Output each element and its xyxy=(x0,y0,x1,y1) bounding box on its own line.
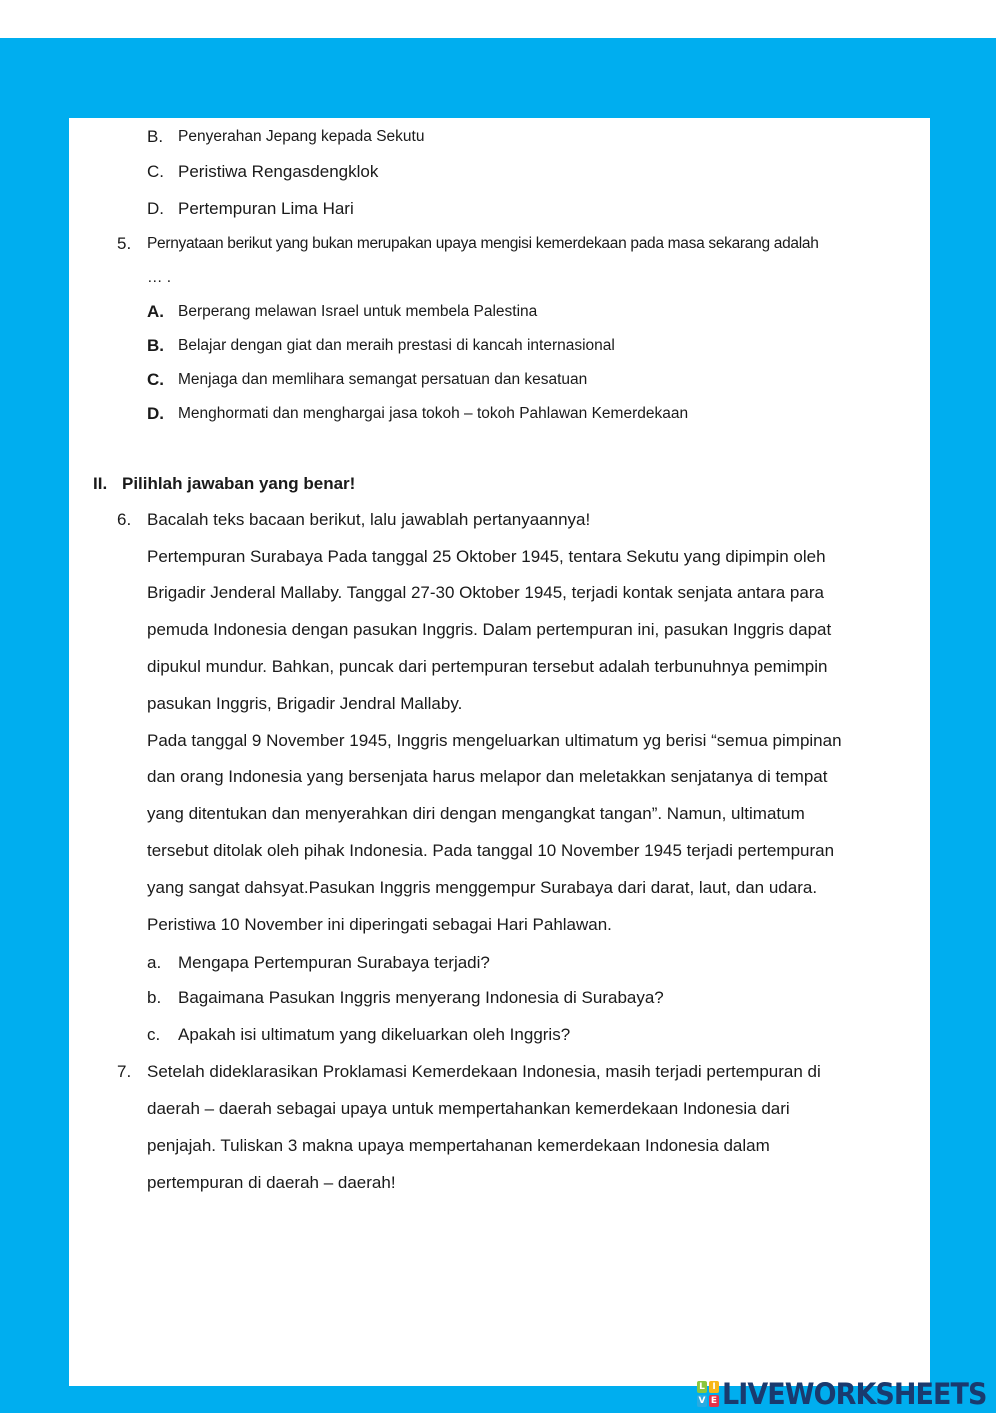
q5-option-letter: C. xyxy=(147,370,164,389)
q4-option-letter: D. xyxy=(147,199,164,218)
passage-line: dan orang Indonesia yang bersenjata harus melapor dan meletakkan senjatanya di tempat xyxy=(147,767,828,786)
passage-line: Peristiwa 10 November ini diperingati sebagai Hari Pahlawan. xyxy=(147,915,612,934)
q7-line: pertempuran di daerah – daerah! xyxy=(147,1173,396,1192)
q5-option-text: Menghormati dan menghargai jasa tokoh – tokoh Pahlawan Kemerdekaan xyxy=(178,405,689,422)
passage-line: pemuda Indonesia dengan pasukan Inggris. Dalam pertempuran ini, pasukan Inggris dapat xyxy=(147,620,832,639)
sub-question-letter: b. xyxy=(147,988,162,1007)
live-badge-icon xyxy=(697,1381,719,1407)
sub-question-text: Mengapa Pertempuran Surabaya terjadi? xyxy=(178,953,490,972)
q7-line: Setelah dideklarasikan Proklamasi Kemerdekaan Indonesia, masih terjadi pertempuran di xyxy=(147,1062,821,1081)
q5-question-ellipsis: … . xyxy=(147,269,172,286)
q4-option-letter: C. xyxy=(147,162,164,181)
q5-option-letter: B. xyxy=(147,336,164,355)
q4-option-text: Penyerahan Jepang kepada Sekutu xyxy=(178,128,425,145)
q5-option-text: Berperang melawan Israel untuk membela Palestina xyxy=(178,303,538,320)
passage-line: Pertempuran Surabaya Pada tanggal 25 Oktober 1945, tentara Sekutu yang dipimpin oleh xyxy=(147,547,826,566)
badge-letter-v: V xyxy=(698,1396,706,1406)
q6-number: 6. xyxy=(117,510,132,529)
passage-line: yang ditentukan dan menyerahkan diri dengan mengangkat tangan”. Namun, ultimatum xyxy=(147,804,805,823)
q6-instruction: Bacalah teks bacaan berikut, lalu jawablah pertanyaannya! xyxy=(147,510,591,529)
badge-letter-l: L xyxy=(697,1381,707,1393)
q4-option-text: Peristiwa Rengasdengklok xyxy=(178,162,379,181)
q7-number: 7. xyxy=(117,1062,132,1081)
logo-wordmark: LIVEWORKSHEETS xyxy=(722,1377,987,1411)
sub-question-text: Apakah isi ultimatum yang dikeluarkan oleh Inggris? xyxy=(178,1025,571,1044)
q5-option-letter: A. xyxy=(147,302,164,321)
sub-question-text: Bagaimana Pasukan Inggris menyerang Indonesia di Surabaya? xyxy=(178,988,664,1007)
q5-option-letter: D. xyxy=(147,404,164,423)
sub-question-letter: c. xyxy=(147,1025,161,1044)
passage-line: tersebut ditolak oleh pihak Indonesia. Pada tanggal 10 November 1945 terjadi pertempuran xyxy=(147,841,835,860)
q7-line: daerah – daerah sebagai upaya untuk mempertahankan kemerdekaan Indonesia dari xyxy=(147,1099,790,1118)
q4-option-letter: B. xyxy=(147,127,164,146)
section-title: Pilihlah jawaban yang benar! xyxy=(122,474,356,493)
passage-line: pasukan Inggris, Brigadir Jendral Mallaby. xyxy=(147,694,463,713)
liveworksheets-logo[interactable] xyxy=(697,1377,1000,1411)
q5-option-text: Menjaga dan memlihara semangat persatuan dan kesatuan xyxy=(178,371,588,388)
passage-line: yang sangat dahsyat.Pasukan Inggris menggempur Surabaya dari darat, laut, dan udara. xyxy=(147,878,818,897)
badge-letter-i: I xyxy=(709,1381,719,1393)
q4-option-text: Pertempuran Lima Hari xyxy=(178,199,354,218)
badge-letter-e: E xyxy=(710,1396,718,1406)
sub-question-letter: a. xyxy=(147,953,162,972)
passage-line: Brigadir Jenderal Mallaby. Tanggal 27-30 Oktober 1945, terjadi kontak senjata antara para xyxy=(147,583,824,602)
passage-line: dipukul mundur. Bahkan, puncak dari pertempuran tersebut adalah terbunuhnya pemimpin xyxy=(147,657,828,676)
section-numeral: II. xyxy=(93,474,108,493)
q5-question-text: Pernyataan berikut yang bukan merupakan upaya mengisi kemerdekaan pada masa sekarang adalah xyxy=(147,235,819,252)
q5-option-text: Belajar dengan giat dan meraih prestasi di kancah internasional xyxy=(178,337,615,354)
q5-number: 5. xyxy=(117,234,132,253)
q7-line: penjajah. Tuliskan 3 makna upaya mempertahanan kemerdekaan Indonesia dalam xyxy=(147,1136,770,1155)
worksheet-page xyxy=(69,118,930,1386)
passage-line: Pada tanggal 9 November 1945, Inggris mengeluarkan ultimatum yg berisi “semua pimpinan xyxy=(147,731,842,750)
